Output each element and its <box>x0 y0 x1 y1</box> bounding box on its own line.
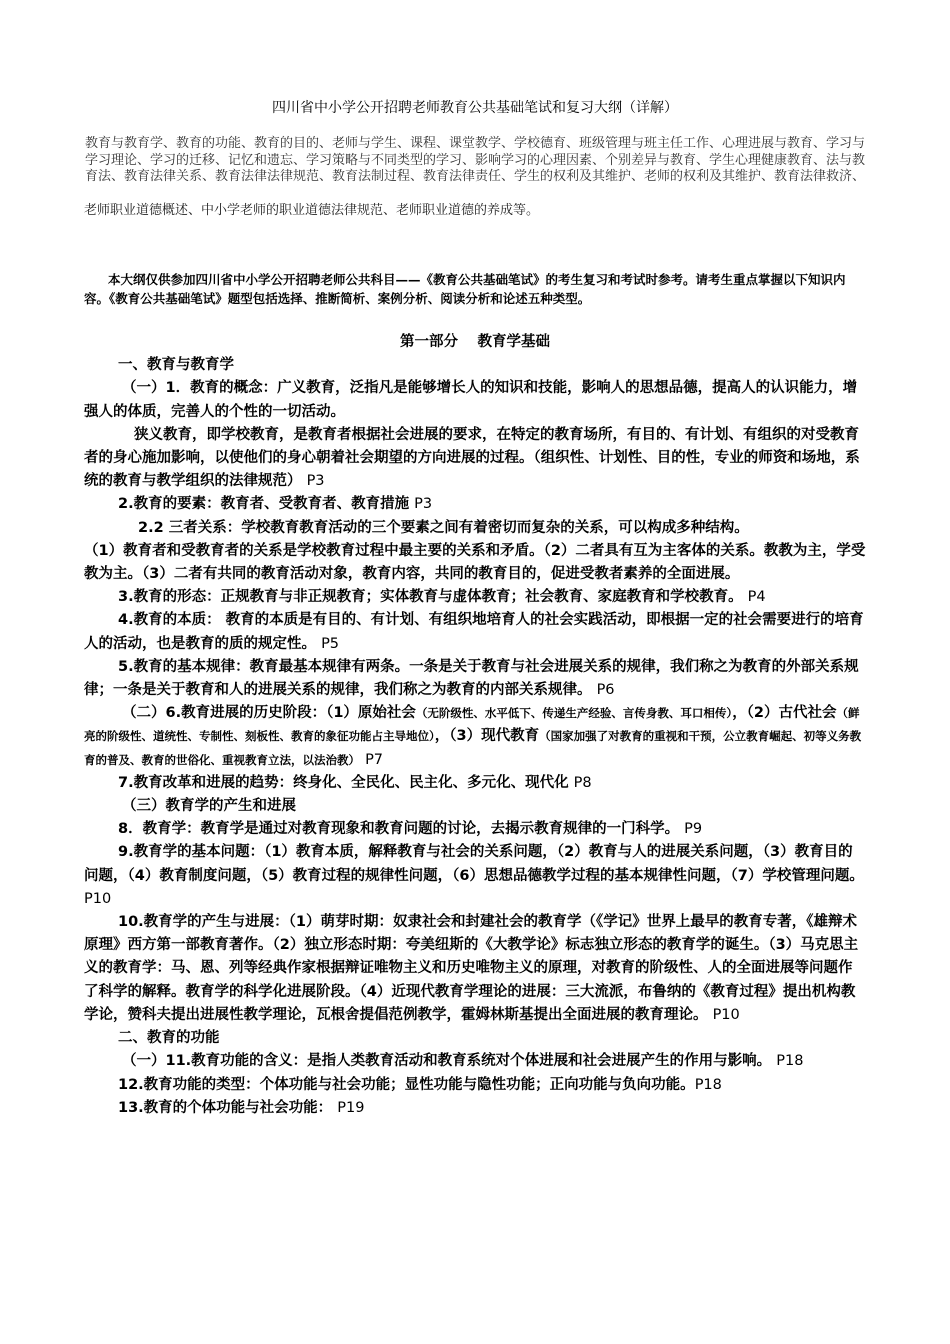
page-ref: P6 <box>596 682 615 699</box>
doc-title: 四川省中小学公开招聘老师教育公共基础笔试和复习大纲（详解） <box>272 100 678 116</box>
page-ref: P3 <box>306 473 325 490</box>
page-ref: P3 <box>414 496 433 513</box>
page-ref: P10 <box>84 890 112 907</box>
para-13: 9.教育学的基本问题：（1）教育本质，解释教育与社会的关系问题，（2）教育与人的进展关系问题，（3）教育目的问题，（4）教育制度问题，（5）教育过程的规律性问题，（6）思想品德教学过程的基本规律性问题，（7）学校管理问题。 P10 <box>84 844 864 907</box>
page-ref: P18 <box>694 1076 722 1093</box>
para-12: 8．教育学：教育学是通过对教育现象和教育问题的讨论，去揭示教育规律的一门科学。 P9 <box>118 821 703 838</box>
part-heading: 第一部分 教育学基础 <box>399 334 551 350</box>
para-15: （一）11.教育功能的含义：是指人类教育活动和教育系统对个体进展和社会进展产生的作用与影响。 P18 <box>122 1053 804 1070</box>
outline-body <box>84 331 866 1120</box>
para-9: （二）6.教育进展的历史阶段：（1）原始社会（无阶级性、水平低下、传递生产经验、言传身教、耳口相传），（2）古代社会（鲜亮的阶级性、道统性、专制性、刻板性、教育的象征功能占主导地位），（3）现代教育（国家加强了对教育的重视和干预，公立教育崛起、初等义务教育的普及、教育的世俗化、重视教育立法，以法治教） P7 <box>84 705 862 768</box>
page-ref: P18 <box>776 1053 804 1070</box>
section-heading-2: 二、教育的功能 <box>118 1030 220 1047</box>
page-ref: P10 <box>712 1006 740 1023</box>
page-ref: P9 <box>684 821 703 838</box>
page-ref: P7 <box>365 751 384 768</box>
para-10: 7.教育改革和进展的趋势：终身化、全民化、民主化、多元化、现代化 P8 <box>118 774 592 791</box>
page-ref: P4 <box>747 589 766 606</box>
para-17: 13.教育的个体功能与社会功能： P19 <box>118 1099 365 1116</box>
page-ref: P19 <box>337 1099 365 1116</box>
outline-note <box>84 270 866 308</box>
page-ref: P5 <box>321 635 340 652</box>
section-heading-1: 一、教育与教育学 <box>118 357 234 374</box>
note-text: 本大纲仅供参加四川省中小学公开招聘老师公共科目——《教育公共基础笔试》的考生复习和考试时参考。请考生重点掌握以下知识内容。《教育公共基础笔试》题型包括选择、推断简析、案例分析、阅读分析和论述五种类型。 <box>84 272 846 306</box>
para-8: 5.教育的基本规律：教育最基本规律有两条。一条是关于教育与社会进展关系的规律，我们称之为教育的外部关系规律；一条是关于教育和人的进展关系的规律，我们称之为教育的内部关系规律。 P6 <box>84 658 859 699</box>
para-6: 3.教育的形态：正规教育与非正规教育；实体教育与虚体教育；社会教育、家庭教育和学校教育。 P4 <box>118 589 766 606</box>
page-ref: P8 <box>573 774 592 791</box>
para-14: 10.教育学的产生与进展：（1）萌芽时期：奴隶社会和封建社会的教育学（《学记》世界上最早的教育专著，《雄辩术原理》西方第一部教育著作。（2）独立形态时期：夸美纽斯的《大教学论》标志独立形态的教育学的诞生。（3）马克思主义的教育学：马、恩、列等经典作家根据辩证唯物主义和历史唯物主义的原理，对教育的阶级性、人的全面进展等问题作了科学的解释。教育学的科学化进展阶段。（4）近现代教育学理论的进展：三大流派，布鲁纳的《教育过程》提出机构教学论，赞科夫提出进展性教学理论，瓦根舍提倡范例教学，霍姆林斯基提出全面进展的教育理论。 P10 <box>84 914 859 1023</box>
para-4: 2.2 三者关系：学校教育教育活动的三个要素之间有着密切而复杂的关系，可以构成多种结构。 <box>138 519 749 536</box>
section-heading-1-3: （三）教育学的产生和进展 <box>122 798 296 815</box>
intro-last-line: 老师职业道德概述、中小学老师的职业道德法律规范、老师职业道德的养成等。 <box>84 203 540 218</box>
para-5: （1）教育者和受教育者的关系是学校教育过程中最主要的关系和矛盾。（2）二者具有互为主客体的关系。教教为主，学受教为主。（3）二者有共同的教育活动对象，教育内容，共同的教育目的，促进受教者素养的全面进展。 <box>84 542 866 583</box>
para-1: （一）1．教育的概念：广义教育，泛指凡是能够增长人的知识和技能，影响人的思想品德，提高人的认识能力，增强人的体质，完善人的个性的一切活动。 <box>84 380 858 420</box>
para-3: 2.教育的要素：教育者、受教育者、教育措施 P3 <box>118 496 433 513</box>
para-16: 12.教育功能的类型：个体功能与社会功能；显性功能与隐性功能；正向功能与负向功能。P18 <box>118 1076 722 1093</box>
para-2: 狭义教育，即学校教育，是教育者根据社会进展的要求，在特定的教育场所，有目的、有计划、有组织的对受教育者的身心施加影响，以使他们的身心朝着社会期望的方向进展的过程。（组织性、计划性、目的性，专业的师资和场地，系统的教育与教学组织的法律规范） P3 <box>84 426 860 490</box>
para-7: 4.教育的本质： 教育的本质是有目的、有计划、有组织地培育人的社会实践活动，即根据一定的社会需要进行的培育人的活动，也是教育的质的规定性。 P5 <box>84 612 864 652</box>
intro-paragraph: 教育与教育学、教育的功能、教育的目的、老师与学生、课程、课堂教学、学校德育、班级管理与班主任工作、心理进展与教育、学习与学习理论、学习的迁移、记忆和遗忘、学习策略与不同类型的学习、影响学习的心理因素、个别差异与教育、学生心理健康教育、法与教育法、教育法律关系、教育法律法律规范、教育法制过程、教育法律责任、学生的权利及其维护、老师的权利及其维护、教育法律救济、 <box>84 136 865 184</box>
